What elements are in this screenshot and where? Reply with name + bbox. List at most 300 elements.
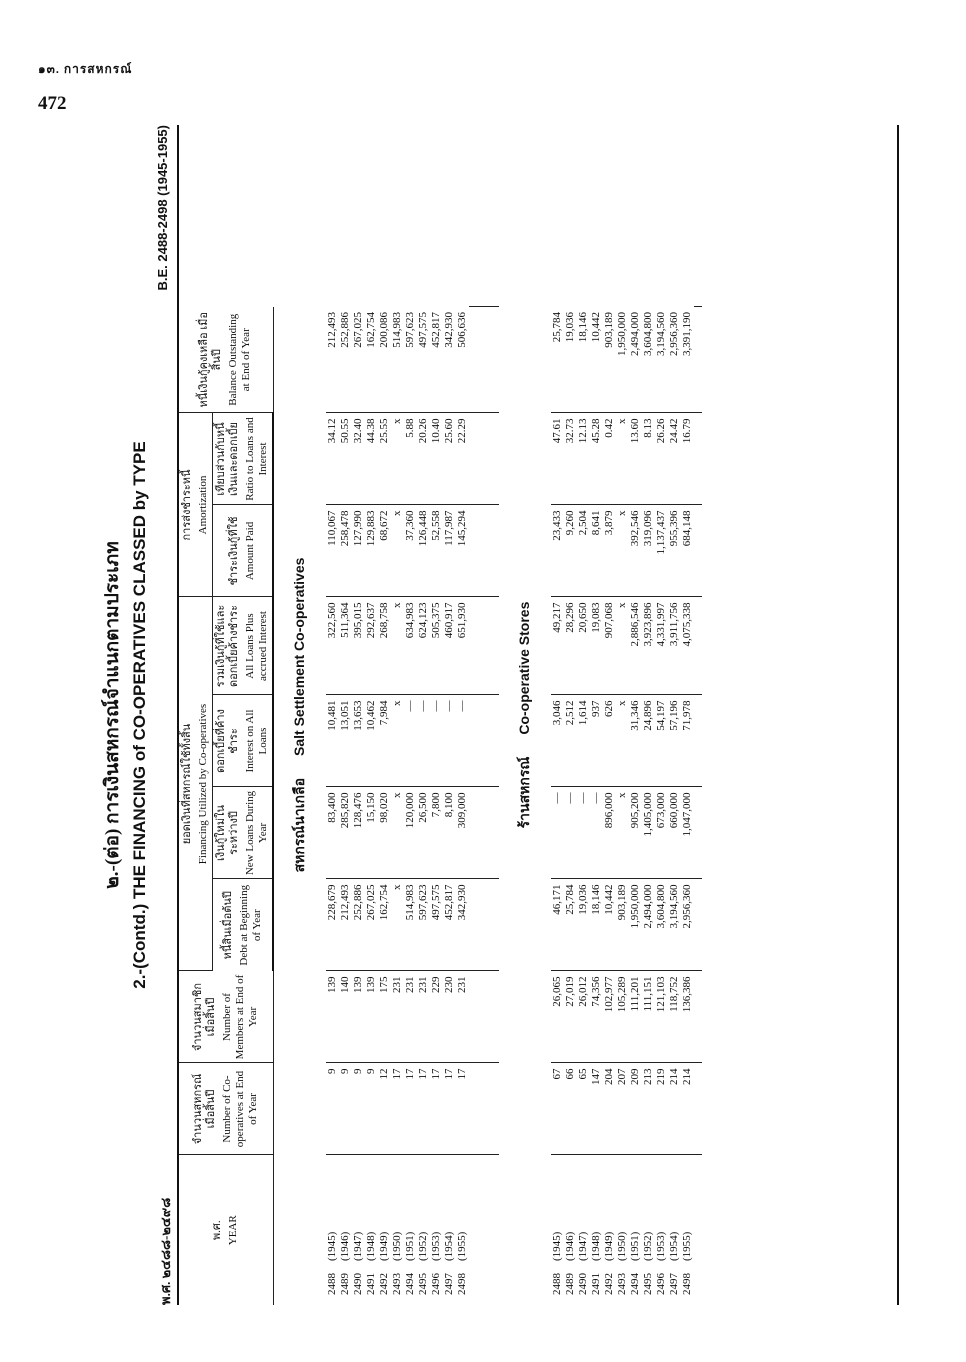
cell-ratio: 34.12 xyxy=(326,413,339,505)
cell-members: 175 xyxy=(378,971,391,1063)
table-row xyxy=(404,125,417,1305)
cell-balance: 252,886 xyxy=(339,307,352,413)
cell-coops: 12 xyxy=(378,1063,391,1155)
spacer-cell xyxy=(469,971,499,1063)
cell-interest: — xyxy=(430,695,443,787)
spacer-cell xyxy=(694,879,702,971)
section-heading-row xyxy=(499,125,551,1305)
year-be: 2494 xyxy=(404,1273,416,1295)
year-be: 2490 xyxy=(352,1273,364,1295)
cell-members: 121,103 xyxy=(655,971,668,1063)
table-row xyxy=(642,125,655,1305)
cell-debt: 1,950,000 xyxy=(629,879,642,971)
year-cell xyxy=(564,1155,577,1305)
cell-debt: 452,817 xyxy=(443,879,456,971)
cell-members: 74,356 xyxy=(590,971,603,1063)
year-cell xyxy=(629,1155,642,1305)
cell-coops: 17 xyxy=(404,1063,417,1155)
cell-debt: 2,494,000 xyxy=(642,879,655,971)
year-ad: (1945) xyxy=(326,1231,338,1261)
spacer-cell xyxy=(469,787,499,879)
cell-all-loans: 20,650 xyxy=(577,597,590,695)
spacer-cell xyxy=(694,307,702,413)
cell-interest: 71,978 xyxy=(681,695,694,787)
cell-coops: 207 xyxy=(616,1063,629,1155)
table-row xyxy=(603,125,616,1305)
section-label: ๑๓. การสหกรณ์ xyxy=(38,62,133,76)
cell-ratio: 32.40 xyxy=(352,413,365,505)
cell-members: 105,289 xyxy=(616,971,629,1063)
cell-debt: 903,189 xyxy=(616,879,629,971)
col-coops: จำนวนสหกรณ์ เมื่อสิ้นปี Number of Co-operatives at End of Year xyxy=(179,1063,273,1155)
cell-new-loans: x xyxy=(616,787,629,879)
cell-ratio: 24.42 xyxy=(668,413,681,505)
cell-interest: x xyxy=(616,695,629,787)
year-be: 2493 xyxy=(391,1273,403,1295)
spacer-cell xyxy=(694,413,702,505)
cell-members: 231 xyxy=(456,971,469,1063)
cell-interest: 3,046 xyxy=(551,695,564,787)
cell-interest: 13,653 xyxy=(352,695,365,787)
period-thai: พ.ศ. ๒๔๘๘-๒๔๙๘ xyxy=(158,1197,173,1305)
cell-coops: 214 xyxy=(681,1063,694,1155)
year-ad: (1946) xyxy=(339,1231,351,1261)
spacer-cell xyxy=(469,695,499,787)
section-title-english: Co-operative Stores xyxy=(516,601,532,735)
table-row xyxy=(681,125,694,1305)
cell-coops: 17 xyxy=(391,1063,404,1155)
year-cell xyxy=(365,1155,378,1305)
cell-coops: 17 xyxy=(443,1063,456,1155)
year-cell xyxy=(590,1155,603,1305)
cell-all-loans: 651,930 xyxy=(456,597,469,695)
table-row xyxy=(326,125,339,1305)
cell-coops: 17 xyxy=(430,1063,443,1155)
cell-debt: 18,146 xyxy=(590,879,603,971)
table-row xyxy=(590,125,603,1305)
cell-interest: 2,512 xyxy=(564,695,577,787)
table-row xyxy=(629,125,642,1305)
cell-balance: 342,930 xyxy=(443,307,456,413)
table-header xyxy=(179,125,273,1305)
spacer-cell xyxy=(469,879,499,971)
cell-debt: 25,784 xyxy=(564,879,577,971)
cell-paid: 9,260 xyxy=(564,505,577,597)
title-block xyxy=(95,125,180,1305)
cell-paid: 127,990 xyxy=(352,505,365,597)
cell-paid: 110,067 xyxy=(326,505,339,597)
cell-interest: 57,196 xyxy=(668,695,681,787)
year-be: 2495 xyxy=(417,1273,429,1295)
year-be: 2490 xyxy=(577,1273,589,1295)
cell-coops: 65 xyxy=(577,1063,590,1155)
cell-paid: 955,396 xyxy=(668,505,681,597)
table-row xyxy=(352,125,365,1305)
cell-paid: 126,448 xyxy=(417,505,430,597)
cell-members: 26,012 xyxy=(577,971,590,1063)
cell-all-loans: 268,758 xyxy=(378,597,391,695)
year-ad: (1953) xyxy=(655,1231,667,1261)
year-be: 2497 xyxy=(443,1273,455,1295)
cell-balance: 162,754 xyxy=(365,307,378,413)
cell-new-loans: 83,400 xyxy=(326,787,339,879)
year-be: 2488 xyxy=(551,1273,563,1295)
year-cell xyxy=(404,1155,417,1305)
cell-ratio: 16.79 xyxy=(681,413,694,505)
cell-all-loans: 19,083 xyxy=(590,597,603,695)
section-title-thai: สหกรณ์นาเกลือ xyxy=(293,777,308,873)
spacer-cell xyxy=(469,1063,499,1155)
cell-interest: 10,462 xyxy=(365,695,378,787)
cell-debt: 267,025 xyxy=(365,879,378,971)
col-amount-paid: ชำระเงินกู้ที่ใช้ Amount Paid xyxy=(213,505,274,597)
cell-ratio: 22.29 xyxy=(456,413,469,505)
row-spacer xyxy=(694,125,702,1305)
year-be: 2489 xyxy=(564,1273,576,1295)
cell-interest: — xyxy=(443,695,456,787)
cell-all-loans: 28,296 xyxy=(564,597,577,695)
cell-paid: 258,478 xyxy=(339,505,352,597)
cell-new-loans: — xyxy=(551,787,564,879)
cell-debt: 252,886 xyxy=(352,879,365,971)
year-ad: (1955) xyxy=(456,1231,468,1261)
cell-balance: 2,956,360 xyxy=(668,307,681,413)
cell-new-loans: 896,000 xyxy=(603,787,616,879)
year-be: 2497 xyxy=(668,1273,680,1295)
cell-paid: x xyxy=(391,505,404,597)
table-row xyxy=(577,125,590,1305)
cell-new-loans: 1,047,000 xyxy=(681,787,694,879)
cell-balance: 200,086 xyxy=(378,307,391,413)
year-be: 2491 xyxy=(365,1273,377,1295)
cell-balance: 18,146 xyxy=(577,307,590,413)
year-cell xyxy=(577,1155,590,1305)
cell-new-loans: x xyxy=(391,787,404,879)
cell-coops: 214 xyxy=(668,1063,681,1155)
year-cell xyxy=(378,1155,391,1305)
year-ad: (1949) xyxy=(378,1231,390,1261)
cell-paid: 8,641 xyxy=(590,505,603,597)
cell-paid: 23,433 xyxy=(551,505,564,597)
cell-new-loans: 285,820 xyxy=(339,787,352,879)
spacer-cell xyxy=(694,971,702,1063)
year-be: 2498 xyxy=(681,1273,693,1295)
cell-all-loans: 3,923,896 xyxy=(642,597,655,695)
col-group-financing: ยอดเงินที่สหกรณ์ใช้ทั้งสิ้น Financing Utilized by Co-operatives xyxy=(179,597,213,971)
table-row xyxy=(339,125,352,1305)
cell-paid: 684,148 xyxy=(681,505,694,597)
cell-members: 111,151 xyxy=(642,971,655,1063)
cell-new-loans: 15,150 xyxy=(365,787,378,879)
section-title-english: Salt Settlement Co-operatives xyxy=(291,557,307,756)
cell-interest: 54,197 xyxy=(655,695,668,787)
table-row xyxy=(391,125,404,1305)
cell-new-loans: 128,476 xyxy=(352,787,365,879)
cell-members: 140 xyxy=(339,971,352,1063)
cell-ratio: x xyxy=(616,413,629,505)
year-ad: (1947) xyxy=(577,1231,589,1261)
cell-debt: 3,604,800 xyxy=(655,879,668,971)
table-row xyxy=(443,125,456,1305)
year-cell xyxy=(417,1155,430,1305)
financing-table xyxy=(177,125,899,1305)
spacer-cell xyxy=(694,1063,702,1155)
cell-paid: 392,546 xyxy=(629,505,642,597)
cell-coops: 204 xyxy=(603,1063,616,1155)
page-header xyxy=(38,60,132,115)
year-be: 2493 xyxy=(616,1273,628,1295)
spacer-cell xyxy=(469,597,499,695)
cell-debt: 597,623 xyxy=(417,879,430,971)
cell-ratio: 12.13 xyxy=(577,413,590,505)
cell-debt: 10,442 xyxy=(603,879,616,971)
cell-coops: 209 xyxy=(629,1063,642,1155)
cell-all-loans: 624,123 xyxy=(417,597,430,695)
cell-debt: 228,679 xyxy=(326,879,339,971)
cell-new-loans: 309,000 xyxy=(456,787,469,879)
cell-interest: 1,614 xyxy=(577,695,590,787)
col-members: จำนวนสมาชิก เมื่อสิ้นปี Number of Members at End of Year xyxy=(179,971,273,1063)
cell-members: 229 xyxy=(430,971,443,1063)
cell-members: 231 xyxy=(404,971,417,1063)
col-all-loans: รวมเงินกู้ที่ใช้และดอกเบี้ยค้างชำระ All Loans Plus accrued Interest xyxy=(213,597,274,695)
col-balance: หนี้เงินกู้คงเหลือ เมื่อสิ้นปี Balance Outstanding at End of Year xyxy=(179,307,273,413)
cell-balance: 19,036 xyxy=(564,307,577,413)
cell-members: 26,065 xyxy=(551,971,564,1063)
cell-ratio: 50.55 xyxy=(339,413,352,505)
cell-debt: 19,036 xyxy=(577,879,590,971)
cell-new-loans: 673,000 xyxy=(655,787,668,879)
cell-members: 27,019 xyxy=(564,971,577,1063)
cell-interest: 31,346 xyxy=(629,695,642,787)
cell-coops: 9 xyxy=(365,1063,378,1155)
cell-new-loans: — xyxy=(590,787,603,879)
cell-new-loans: 8,100 xyxy=(443,787,456,879)
cell-paid: 68,672 xyxy=(378,505,391,597)
cell-ratio: 44.38 xyxy=(365,413,378,505)
cell-new-loans: — xyxy=(577,787,590,879)
cell-ratio: 32.73 xyxy=(564,413,577,505)
year-ad: (1952) xyxy=(417,1231,429,1261)
cell-debt: 162,754 xyxy=(378,879,391,971)
year-cell xyxy=(326,1155,339,1305)
spacer-cell xyxy=(694,1155,702,1305)
cell-coops: 9 xyxy=(352,1063,365,1155)
year-cell xyxy=(655,1155,668,1305)
cell-all-loans: 49,217 xyxy=(551,597,564,695)
cell-balance: 506,636 xyxy=(456,307,469,413)
period-english: B.E. 2488-2498 (1945-1955) xyxy=(155,125,170,291)
year-be: 2491 xyxy=(590,1273,602,1295)
col-year: พ.ศ. YEAR xyxy=(179,1155,273,1305)
cell-all-loans: 395,015 xyxy=(352,597,365,695)
cell-new-loans: 905,200 xyxy=(629,787,642,879)
cell-balance: 3,194,560 xyxy=(655,307,668,413)
table-row xyxy=(456,125,469,1305)
spacer-cell xyxy=(469,125,499,307)
spacer-cell xyxy=(694,695,702,787)
cell-balance: 903,189 xyxy=(603,307,616,413)
year-ad: (1949) xyxy=(603,1231,615,1261)
cell-balance: 514,983 xyxy=(391,307,404,413)
year-ad: (1947) xyxy=(352,1231,364,1261)
cell-ratio: 5.88 xyxy=(404,413,417,505)
cell-interest: 13,051 xyxy=(339,695,352,787)
cell-new-loans: 660,000 xyxy=(668,787,681,879)
cell-members: 136,386 xyxy=(681,971,694,1063)
cell-interest: — xyxy=(456,695,469,787)
year-cell xyxy=(339,1155,352,1305)
cell-members: 111,201 xyxy=(629,971,642,1063)
cell-interest: 24,896 xyxy=(642,695,655,787)
cell-interest: — xyxy=(404,695,417,787)
cell-ratio: 45.28 xyxy=(590,413,603,505)
year-ad: (1953) xyxy=(430,1231,442,1261)
year-be: 2495 xyxy=(642,1273,654,1295)
cell-paid: 37,360 xyxy=(404,505,417,597)
cell-new-loans: 98,020 xyxy=(378,787,391,879)
table-row xyxy=(417,125,430,1305)
cell-all-loans: 634,983 xyxy=(404,597,417,695)
cell-interest: 10,481 xyxy=(326,695,339,787)
table-row xyxy=(365,125,378,1305)
cell-coops: 9 xyxy=(339,1063,352,1155)
cell-debt: 514,983 xyxy=(404,879,417,971)
cell-debt: 212,493 xyxy=(339,879,352,971)
cell-coops: 66 xyxy=(564,1063,577,1155)
spacer-cell xyxy=(694,505,702,597)
year-ad: (1948) xyxy=(365,1231,377,1261)
cell-all-loans: 292,637 xyxy=(365,597,378,695)
col-debt: หนี้สินเมื่อต้นปี Debt at Beginning of Year xyxy=(213,879,274,971)
cell-interest: 7,984 xyxy=(378,695,391,787)
table-row xyxy=(616,125,629,1305)
cell-coops: 17 xyxy=(456,1063,469,1155)
cell-all-loans: 3,911,756 xyxy=(668,597,681,695)
table-row xyxy=(430,125,443,1305)
year-ad: (1952) xyxy=(642,1231,654,1261)
table-row xyxy=(378,125,391,1305)
cell-paid: 52,558 xyxy=(430,505,443,597)
cell-ratio: 47.61 xyxy=(551,413,564,505)
cell-new-loans: 120,000 xyxy=(404,787,417,879)
cell-new-loans: — xyxy=(564,787,577,879)
year-cell xyxy=(430,1155,443,1305)
cell-paid: 129,883 xyxy=(365,505,378,597)
cell-balance: 597,623 xyxy=(404,307,417,413)
cell-all-loans: 4,331,997 xyxy=(655,597,668,695)
cell-all-loans: 505,375 xyxy=(430,597,443,695)
cell-paid: 145,294 xyxy=(456,505,469,597)
cell-all-loans: 511,364 xyxy=(339,597,352,695)
spacer-cell xyxy=(694,787,702,879)
cell-members: 231 xyxy=(417,971,430,1063)
table-row xyxy=(655,125,668,1305)
cell-members: 102,977 xyxy=(603,971,616,1063)
cell-debt: 46,171 xyxy=(551,879,564,971)
cell-coops: 17 xyxy=(417,1063,430,1155)
cell-all-loans: 322,560 xyxy=(326,597,339,695)
cell-balance: 212,493 xyxy=(326,307,339,413)
col-group-amortization: การส่งชำระหนี้ Amortization xyxy=(179,413,213,597)
cell-members: 231 xyxy=(391,971,404,1063)
cell-debt: 497,575 xyxy=(430,879,443,971)
year-ad: (1950) xyxy=(391,1231,403,1261)
year-cell xyxy=(443,1155,456,1305)
year-ad: (1948) xyxy=(590,1231,602,1261)
cell-all-loans: 4,075,338 xyxy=(681,597,694,695)
spacer-cell xyxy=(469,505,499,597)
table-row xyxy=(668,125,681,1305)
page-number: 472 xyxy=(38,93,67,114)
cell-ratio: 0.42 xyxy=(603,413,616,505)
year-ad: (1945) xyxy=(551,1231,563,1261)
table-row xyxy=(551,125,564,1305)
spacer-cell xyxy=(469,1155,499,1305)
year-ad: (1951) xyxy=(404,1231,416,1261)
cell-paid: x xyxy=(616,505,629,597)
cell-balance: 1,950,000 xyxy=(616,307,629,413)
cell-interest: — xyxy=(417,695,430,787)
cell-balance: 497,575 xyxy=(417,307,430,413)
year-be: 2492 xyxy=(378,1273,390,1295)
year-cell xyxy=(616,1155,629,1305)
cell-new-loans: 1,405,000 xyxy=(642,787,655,879)
cell-balance: 3,604,800 xyxy=(642,307,655,413)
spacer-cell xyxy=(694,597,702,695)
spacer-cell xyxy=(469,307,499,413)
cell-new-loans: 7,800 xyxy=(430,787,443,879)
col-new-loans: เงินกู้ใหม่ในระหว่างปี New Loans During Year xyxy=(213,787,274,879)
year-cell xyxy=(603,1155,616,1305)
year-cell xyxy=(551,1155,564,1305)
cell-paid: 3,879 xyxy=(603,505,616,597)
cell-all-loans: x xyxy=(391,597,404,695)
rotated-table-page xyxy=(95,125,895,1305)
year-ad: (1950) xyxy=(616,1231,628,1261)
year-ad: (1946) xyxy=(564,1231,576,1261)
cell-paid: 117,987 xyxy=(443,505,456,597)
year-cell xyxy=(668,1155,681,1305)
year-be: 2496 xyxy=(655,1273,667,1295)
cell-all-loans: 460,917 xyxy=(443,597,456,695)
col-interest: ดอกเบี้ยที่ค้างชำระ Interest on All Loans xyxy=(213,695,274,787)
year-be: 2492 xyxy=(603,1273,615,1295)
cell-coops: 213 xyxy=(642,1063,655,1155)
cell-balance: 267,025 xyxy=(352,307,365,413)
cell-debt: 342,930 xyxy=(456,879,469,971)
cell-debt: 2,956,360 xyxy=(681,879,694,971)
cell-balance: 452,817 xyxy=(430,307,443,413)
cell-paid: 319,096 xyxy=(642,505,655,597)
cell-paid: 1,137,437 xyxy=(655,505,668,597)
year-ad: (1955) xyxy=(681,1231,693,1261)
cell-interest: 626 xyxy=(603,695,616,787)
cell-debt: x xyxy=(391,879,404,971)
col-ratio: เทียบส่วนกับหนี้เงินและดอกเบี้ย Ratio to Loans and Interest xyxy=(213,413,274,505)
spacer-cell xyxy=(694,125,702,307)
cell-balance: 3,391,190 xyxy=(681,307,694,413)
cell-ratio: 10.40 xyxy=(430,413,443,505)
cell-interest: 937 xyxy=(590,695,603,787)
cell-coops: 219 xyxy=(655,1063,668,1155)
section-title-thai: ร้านสหกรณ์ xyxy=(518,756,533,829)
cell-ratio: 25.60 xyxy=(443,413,456,505)
cell-members: 139 xyxy=(352,971,365,1063)
cell-ratio: 25.55 xyxy=(378,413,391,505)
title-thai: ๒.-(ต่อ) การเงินสหกรณ์จำแนกตามประเภท xyxy=(102,541,123,889)
cell-paid: 2,504 xyxy=(577,505,590,597)
